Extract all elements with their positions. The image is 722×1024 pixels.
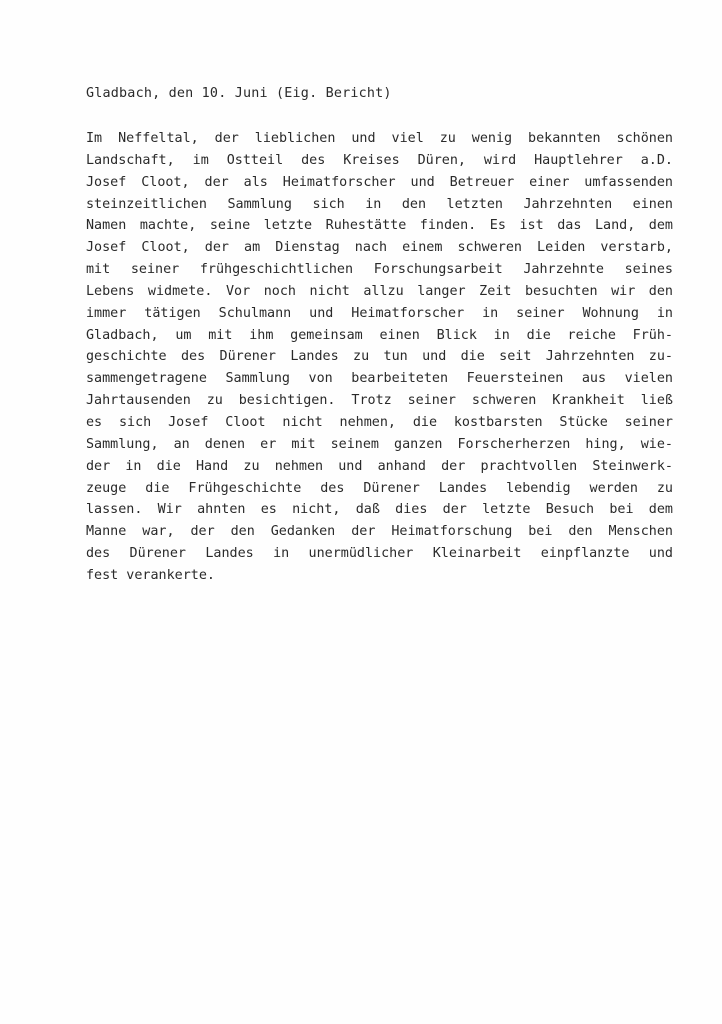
article-line: sammengetragene Sammlung von bearbeiteten Feuersteinen aus vielen xyxy=(86,371,673,387)
article-body xyxy=(86,128,673,587)
article-line: Josef Cloot, der am Dienstag nach einem schweren Leiden verstarb, xyxy=(86,240,673,256)
article-line: Lebens widmete. Vor noch nicht allzu langer Zeit besuchten wir den xyxy=(86,283,673,299)
article-line: Manne war, der den Gedanken der Heimatforschung bei den Menschen xyxy=(86,524,673,540)
article-line-last: fest verankerte. xyxy=(86,567,215,583)
article-line: Jahrtausenden zu besichtigen. Trotz seiner schweren Krankheit ließ xyxy=(86,393,673,409)
article-line: mit seiner frühgeschichtlichen Forschungsarbeit Jahrzehnte seines xyxy=(86,262,673,278)
article-line: der in die Hand zu nehmen und anhand der prachtvollen Steinwerk- xyxy=(86,458,673,474)
article-line: Josef Cloot, der als Heimatforscher und Betreuer einer umfassenden xyxy=(86,174,673,190)
article-line: Namen machte, seine letzte Ruhestätte finden. Es ist das Land, dem xyxy=(86,218,673,234)
article-line: Sammlung, an denen er mit seinem ganzen Forscherherzen hing, wie- xyxy=(86,436,673,452)
article-line: es sich Josef Cloot nicht nehmen, die kostbarsten Stücke seiner xyxy=(86,414,673,430)
article-line: Im Neffeltal, der lieblichen und viel zu wenig bekannten schönen xyxy=(86,131,673,146)
article-line: lassen. Wir ahnten es nicht, daß dies der letzte Besuch bei dem xyxy=(86,502,673,518)
article-line: Gladbach, um mit ihm gemeinsam einen Blick in die reiche Früh- xyxy=(86,327,673,343)
article-line: Landschaft, im Ostteil des Kreises Düren, wird Hauptlehrer a.D. xyxy=(86,152,673,168)
article-line: zeuge die Frühgeschichte des Dürener Landes lebendig werden zu xyxy=(86,480,673,496)
article-line: immer tätigen Schulmann und Heimatforscher in seiner Wohnung in xyxy=(86,305,673,321)
article-line: des Dürener Landes in unermüdlicher Kleinarbeit einpflanzte und xyxy=(86,546,673,562)
dateline: Gladbach, den 10. Juni (Eig. Bericht) xyxy=(86,86,392,101)
article-line: geschichte des Dürener Landes zu tun und die seit Jahrzehnten zu- xyxy=(86,349,673,365)
article-line: steinzeitlichen Sammlung sich in den letzten Jahrzehnten einen xyxy=(86,196,673,212)
